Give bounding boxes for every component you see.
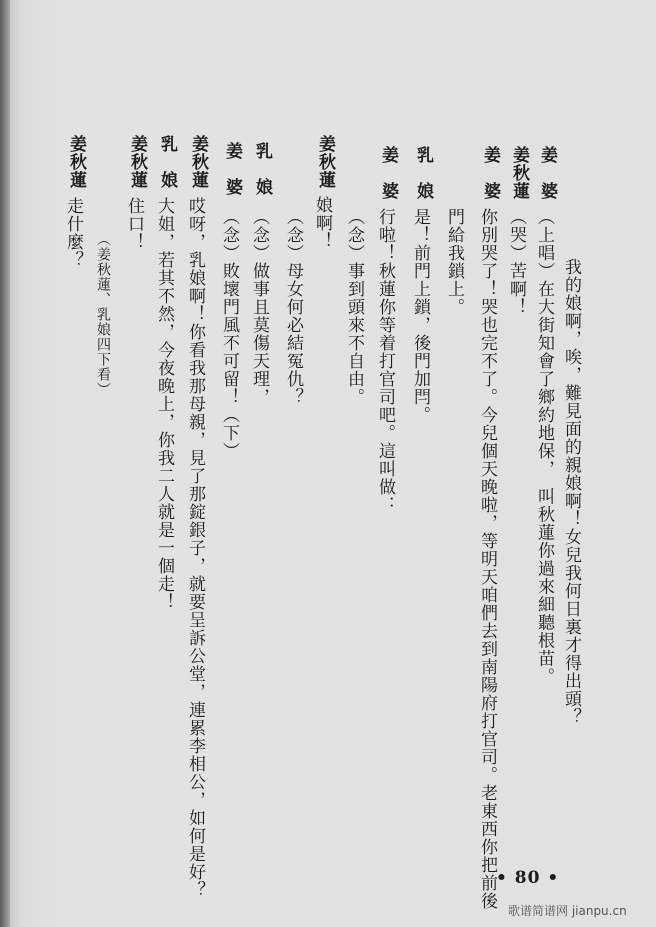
dialogue-line: （上唱）在大街知會了鄉約地保， 叫秋蓮你過來細聽根苗。 [534,208,554,686]
dialogue-line: 娘啊！ [312,196,332,250]
dialogue-line: 是！前門上鎖，後門加閂。 [410,208,430,424]
speaker-label: 姜秋蓮 [66,135,86,189]
speaker-label: 姜 婆 [378,146,398,200]
speaker-label: 姜秋蓮 [509,146,529,200]
dialogue-line: 大姐，若其不然，今夜晚上，你我二人就是一個走！ [154,197,174,611]
dialogue-line: （哭）苦啊！ [506,208,526,316]
dialogue-line: 我的娘啊，唉，難見面的親娘啊！女兒我何日裏才得出頭？ [561,258,581,726]
dialogue-line: 住口！ [124,197,144,251]
dialogue-line: 走什麼？ [63,197,83,269]
dialogue-line: （念）事到頭來不自由。 [344,208,364,406]
dialogue-line: 你別哭了！哭也完不了。今兒個天晚啦，等明天咱們去到南陽府打官司。老東西你把前後 [477,208,497,910]
speaker-label: 乳 娘 [157,135,177,189]
dialogue-line: 哎呀，乳娘啊！你看我那母親，見了那錠銀子，就要呈訴公堂，連累李相公，如何是好？ [185,197,205,899]
dialogue-line: 門給我鎖上。 [444,208,464,316]
book-spine-shadow [0,0,10,927]
speaker-label: 姜秋蓮 [315,135,335,189]
site-watermark: 歌谱简谱网 jianpu.cn [508,904,627,918]
dialogue-line: （念）做事且莫傷天理， [249,208,269,406]
page-number: • 80 • [496,868,560,888]
speaker-label: 姜 婆 [480,146,500,200]
speaker-label: 姜 婆 [537,146,557,200]
speaker-label: 姜秋蓮 [188,135,208,189]
stage-direction: （姜秋蓮、乳娘四下看） [95,232,111,397]
dialogue-line: （念）敗壞門風不可留！（下） [219,208,239,460]
speaker-label: 姜 婆 [222,142,242,196]
dialogue-line: （念）母女何必結冤仇？ [283,208,303,406]
speaker-label: 乳 娘 [413,146,433,200]
speaker-label: 姜秋蓮 [127,135,147,189]
dialogue-line: 行啦！秋蓮你等着打官司吧。這叫做： [375,208,395,514]
speaker-label: 乳 娘 [252,142,272,196]
